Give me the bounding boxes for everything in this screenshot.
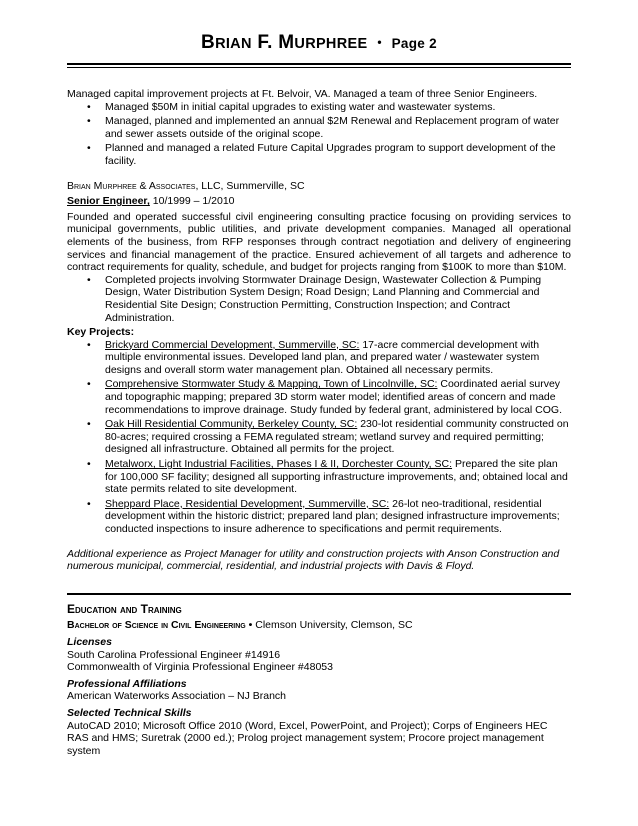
applicant-name bbox=[201, 32, 367, 53]
project-name: Sheppard Place, Residential Development, Summerville, SC: bbox=[105, 497, 390, 510]
job-title-line bbox=[67, 195, 571, 208]
company-name: Brian Murphree & Associates bbox=[67, 179, 196, 192]
project-name: Oak Hill Residential Community, Berkeley County, SC: bbox=[105, 418, 358, 431]
list-item: • Completed projects involving Stormwater Drainage Design, Wastewater Collection & Pumping Design, Water Distribution System Design; Road Design; Land Planning and Commercial and Residential Site Design; Construction Permitting, Construction Inspection; and Contract Administration. bbox=[87, 273, 542, 324]
project-item: • Sheppard Place, Residential Development, Summerville, SC: 26-lot neo-traditional, residential development within the historic district; prepared land plan; designed infrastructure improvements; conducted inspections to insure adherence to specifications and permit requirements. bbox=[87, 497, 560, 535]
license-item: South Carolina Professional Engineer #14916 bbox=[67, 648, 281, 661]
license-item: Commonwealth of Virginia Professional Engineer #48053 bbox=[67, 661, 333, 674]
project-desc: 26-lot neo-traditional, residential development within the historic district; prepared land plan; designed infrastructure improvements; conducted inspections to insure adherence to specifications and permit requirements. bbox=[105, 497, 560, 535]
prev-job-bullets bbox=[67, 101, 571, 168]
project-item: • Brickyard Commercial Development, Summerville, SC: 17-acre commercial development with multiple environmental issues. Developed land plan, and prepared water / wastewater system designs and overall storm water management plan. Obtained all necessary permits. bbox=[87, 338, 540, 376]
name-middle: F. bbox=[251, 32, 279, 53]
list-item: • Managed $50M in initial capital upgrades to existing water and wastewater systems. bbox=[87, 100, 496, 113]
name-first-initial: B bbox=[201, 32, 216, 53]
project-name: Metalworx, Light Industrial Facilities, Phases I & II, Dorchester County, SC: bbox=[105, 458, 453, 471]
prev-job-summary: Managed capital improvement projects at Ft. Belvoir, VA. Managed a team of three Senior Engineers. bbox=[67, 88, 538, 100]
project-desc: Coordinated aerial survey and topographic mapping; prepared 3D storm water model; identified areas of concern and made recommendations to improve drainage. Study funded by federal grant, administered by local COG. bbox=[105, 378, 562, 416]
header-bullet: • bbox=[377, 35, 382, 49]
project-item: • Oak Hill Residential Community, Berkeley County, SC: 230-lot residential community constructed on 80-acres; required crossing a FEMA regulated stream; wetland survey and required permitting; designed all infrastructure. Obtained all permits for the project. bbox=[87, 418, 569, 456]
education-heading: Education and Training bbox=[67, 601, 182, 616]
degree-line bbox=[67, 619, 571, 632]
degree: Bachelor of Science in Civil Engineering bbox=[67, 619, 246, 632]
page-header bbox=[0, 32, 638, 53]
project-desc: 17-acre commercial development with multiple environmental issues. Developed land plan, and prepared water / wastewater system designs and overall storm water management plan. Obtained all necessary permits. bbox=[105, 338, 540, 376]
key-projects-label: Key Projects: bbox=[67, 326, 135, 339]
company-line bbox=[67, 180, 571, 193]
company-location: , LLC, Summerville, SC bbox=[195, 179, 305, 192]
name-first-rest: RIAN bbox=[215, 36, 252, 52]
licenses-label: Licenses bbox=[67, 635, 112, 648]
additional-experience: Additional experience as Project Manager for utility and construction projects with Anson Construction and numerous municipal, commercial, residential, and industrial projects with Davis & Floyd. bbox=[67, 547, 560, 573]
degree-separator: • bbox=[245, 619, 256, 632]
affiliations-text: American Waterworks Association – NJ Branch bbox=[67, 690, 287, 703]
project-desc: 230-lot residential community constructed on 80-acres; required crossing a FEMA regulated stream; wetland survey and required permitting; designed all infrastructure. Obtained all permits for the project. bbox=[105, 418, 569, 456]
school: Clemson University, Clemson, SC bbox=[255, 619, 413, 632]
job-title: Senior Engineer, bbox=[67, 195, 150, 208]
affiliations-label: Professional Affiliations bbox=[67, 677, 187, 690]
header-rule-thick bbox=[67, 63, 571, 65]
project-desc: Prepared the site plan for 100,000 SF facility; designed all supporting infrastructure improvements, and; obtained local and state permits related to site development. bbox=[105, 458, 568, 496]
project-name: Brickyard Commercial Development, Summerville, SC: bbox=[105, 338, 360, 351]
header-rule-thin bbox=[67, 67, 571, 68]
name-last-rest: URPHREE bbox=[294, 36, 368, 52]
project-item: • Comprehensive Stormwater Study & Mapping, Town of Lincolnville, SC: Coordinated aerial survey and topographic mapping; prepared 3D storm water model; identified areas of concern and made recommendations to improve drainage. Study funded by federal grant, administered by local COG. bbox=[87, 378, 562, 416]
project-item: • Metalworx, Light Industrial Facilities, Phases I & II, Dorchester County, SC: Prepared the site plan for 100,000 SF facility; designed all supporting infrastructure improvements, and; obtained local and state permits related to site development. bbox=[87, 458, 568, 496]
job-bullets bbox=[67, 274, 571, 324]
name-last-initial: M bbox=[278, 32, 295, 53]
skills-text: AutoCAD 2010; Microsoft Office 2010 (Word, Excel, PowerPoint, and Project); Corps of Engineers HEC RAS and HMS; Suretrak (2000 ed.); Prolog project management system; Procore project management system bbox=[67, 719, 548, 757]
skills-label: Selected Technical Skills bbox=[67, 706, 192, 719]
page-number: Page 2 bbox=[391, 36, 437, 51]
list-item: • Managed, planned and implemented an annual $2M Renewal and Replacement program of water and sewer assets outside of the original scope. bbox=[87, 115, 560, 140]
job-description: Founded and operated successful civil engineering consulting practice focusing on providing services to municipal governments, public utilities, and private development companies. Managed all operational elements of the business, from RFP responses through contract negotiation and delivery of engineering services and financial management of the practice. Ensured achievement of all targets and adherence to contract requirements for quality, schedule, and budget for projects ranging from $100K to more than $10M. bbox=[67, 210, 571, 274]
list-item: • Planned and managed a related Future Capital Upgrades program to support development of the facility. bbox=[87, 142, 556, 167]
key-projects-list bbox=[67, 339, 571, 536]
project-name: Comprehensive Stormwater Study & Mapping, Town of Lincolnville, SC: bbox=[105, 378, 438, 391]
resume-body bbox=[67, 88, 571, 757]
job-dates: 10/1999 – 1/2010 bbox=[149, 195, 235, 208]
